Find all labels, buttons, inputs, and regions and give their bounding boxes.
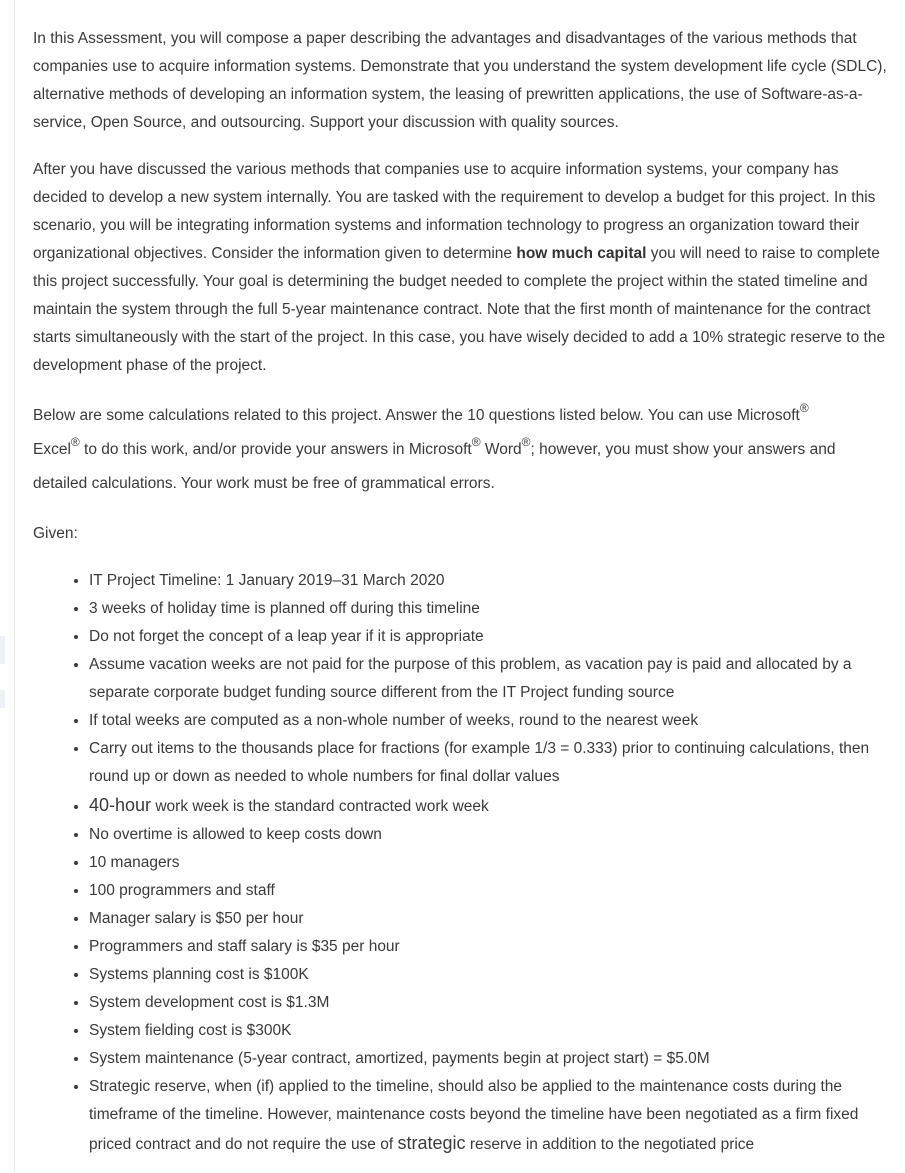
calc-text: to do this work, and/or provide your answers in Microsoft (79, 441, 472, 458)
list-item (89, 791, 888, 821)
work-week-hours: 40-hour (89, 795, 152, 815)
reserve-strategic: strategic (397, 1133, 466, 1153)
list-item: • Manager salary is $50 per hour (89, 905, 888, 933)
list-item: • If total weeks are computed as a non-whole number of weeks, round to the nearest week (89, 707, 888, 735)
list-item: • Carry out items to the thousands place for fractions (for example 1/3 = 0.333) prior to continuing calculations, then round up or down as needed to whole numbers for final dollar values (89, 735, 888, 791)
scroll-edge-mark (0, 636, 5, 664)
list-item: • Systems planning cost is $100K (89, 961, 888, 989)
registered-mark: ® (799, 401, 809, 415)
list-item: • IT Project Timeline: 1 January 2019–31 March 2020 (89, 567, 888, 595)
list-item: • Assume vacation weeks are not paid for the purpose of this problem, as vacation pay is paid and allocated by a separate corporate budget funding source different from the IT Project funding source (89, 651, 888, 707)
calc-excel: Excel (33, 441, 71, 458)
intro-paragraph: In this Assessment, you will compose a paper describing the advantages and disadvantages of the various methods that companies use to acquire information systems. Demonstrate that you understand the system development life cycle (SDLC), alternative methods of developing an information system, the leasing of prewritten applications, the use of Software-as-a-service, Open Source, and outsourcing. Support your discussion with quality sources. (33, 30, 887, 131)
scenario-bold-text: how much capital (516, 245, 647, 262)
given-label: Given: (33, 525, 78, 542)
calc-text: Below are some calculations related to this project. Answer the 10 questions listed below. You can use Microsoft (33, 407, 800, 424)
list-item: • System maintenance (5-year contract, amortized, payments begin at project start) = $5.0M (89, 1045, 888, 1073)
list-item: • 3 weeks of holiday time is planned off during this timeline (89, 595, 888, 623)
list-item: • System fielding cost is $300K (89, 1017, 888, 1045)
scenario-paragraph (33, 156, 888, 380)
calc-word: Word (480, 441, 522, 458)
scroll-edge-mark (0, 690, 5, 708)
list-item: • Do not forget the concept of a leap year if it is appropriate (89, 623, 888, 651)
list-item: • 10 managers (89, 849, 888, 877)
work-week-text: work week is the standard contracted work week (151, 798, 489, 815)
calc-text: ; however, you must show your answers and detailed calculations. Your work must be free of grammatical errors. (33, 441, 836, 492)
given-list (33, 567, 888, 1159)
scenario-text: After you have discussed the various methods that companies use to acquire information systems, your company has decided to develop a new system internally. You are tasked with the requirement to develop a budget for this project. In this scenario, you will be integrating information systems and information technology to progress an organization toward their organizational objectives. Consider the information given to determine (33, 161, 876, 262)
assessment-content (33, 25, 888, 1159)
list-item: • Programmers and staff salary is $35 per hour (89, 933, 888, 961)
reserve-text: Strategic reserve, when (if) applied to the timeline, should also be applied to the maintenance costs during the timeframe of the timeline. However, maintenance costs beyond the timeline have been negotiated as a firm fixed priced contract and do not require the use of (89, 1078, 859, 1153)
reserve-text-cont: reserve in addition to the negotiated price (465, 1136, 755, 1153)
registered-mark: ® (70, 435, 80, 449)
calculations-paragraph (33, 399, 888, 501)
list-item (89, 1073, 888, 1159)
scenario-text-cont: you will need to raise to complete this project successfully. Your goal is determining the budget needed to complete the project within the stated timeline and maintain the system through the full 5-year maintenance contract. Note that the first month of maintenance for the contract starts simultaneously with the start of the project. In this case, you have wisely decided to add a 10% strategic reserve to the development phase of the project. (33, 245, 886, 374)
list-item: • System development cost is $1.3M (89, 989, 888, 1017)
registered-mark: ® (471, 435, 481, 449)
list-item: • 100 programmers and staff (89, 877, 888, 905)
list-item: • No overtime is allowed to keep costs down (89, 821, 888, 849)
registered-mark: ® (521, 435, 531, 449)
